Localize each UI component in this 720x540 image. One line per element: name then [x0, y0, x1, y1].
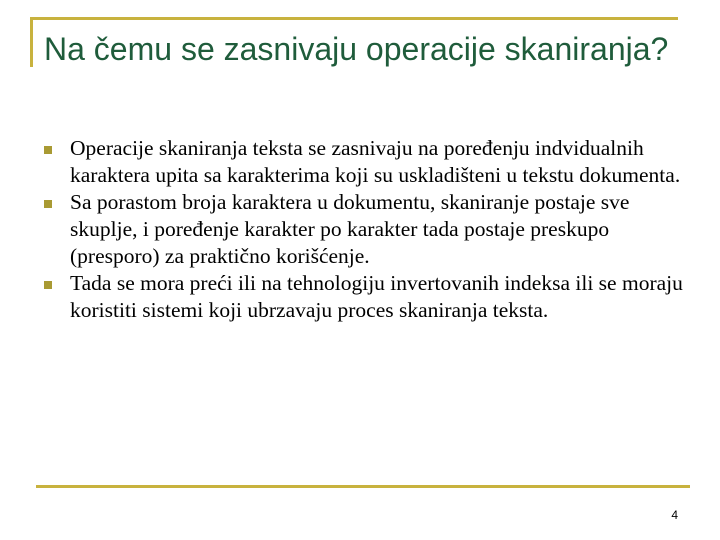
bullet-text: Operacije skaniranja teksta se zasnivaju na poređenju indvidualnih karaktera upita sa karakterima koji su uskladišteni u tekstu dokumenta.: [70, 136, 681, 187]
left-rule: [30, 17, 33, 67]
top-rule: [30, 17, 678, 20]
bullet-list: [44, 135, 684, 324]
square-bullet-icon: [44, 146, 52, 154]
page-number: 4: [671, 508, 678, 522]
square-bullet-icon: [44, 200, 52, 208]
slide-title: Na čemu se zasnivaju operacije skaniranja?: [44, 31, 669, 67]
square-bullet-icon: [44, 281, 52, 289]
bullet-text: Tada se mora preći ili na tehnologiju invertovanih indeksa ili se moraju koristiti sistemi koji ubrzavaju proces skaniranja teksta.: [70, 271, 683, 322]
bullet-item: [44, 189, 684, 270]
bullet-item: [44, 270, 684, 324]
bullet-text: Sa porastom broja karaktera u dokumentu, skaniranje postaje sve skuplje, i poređenje karakter po karakter tada postaje preskupo (presporo) za praktično korišćenje.: [70, 190, 630, 268]
bullet-item: [44, 135, 684, 189]
bottom-rule: [36, 485, 690, 488]
